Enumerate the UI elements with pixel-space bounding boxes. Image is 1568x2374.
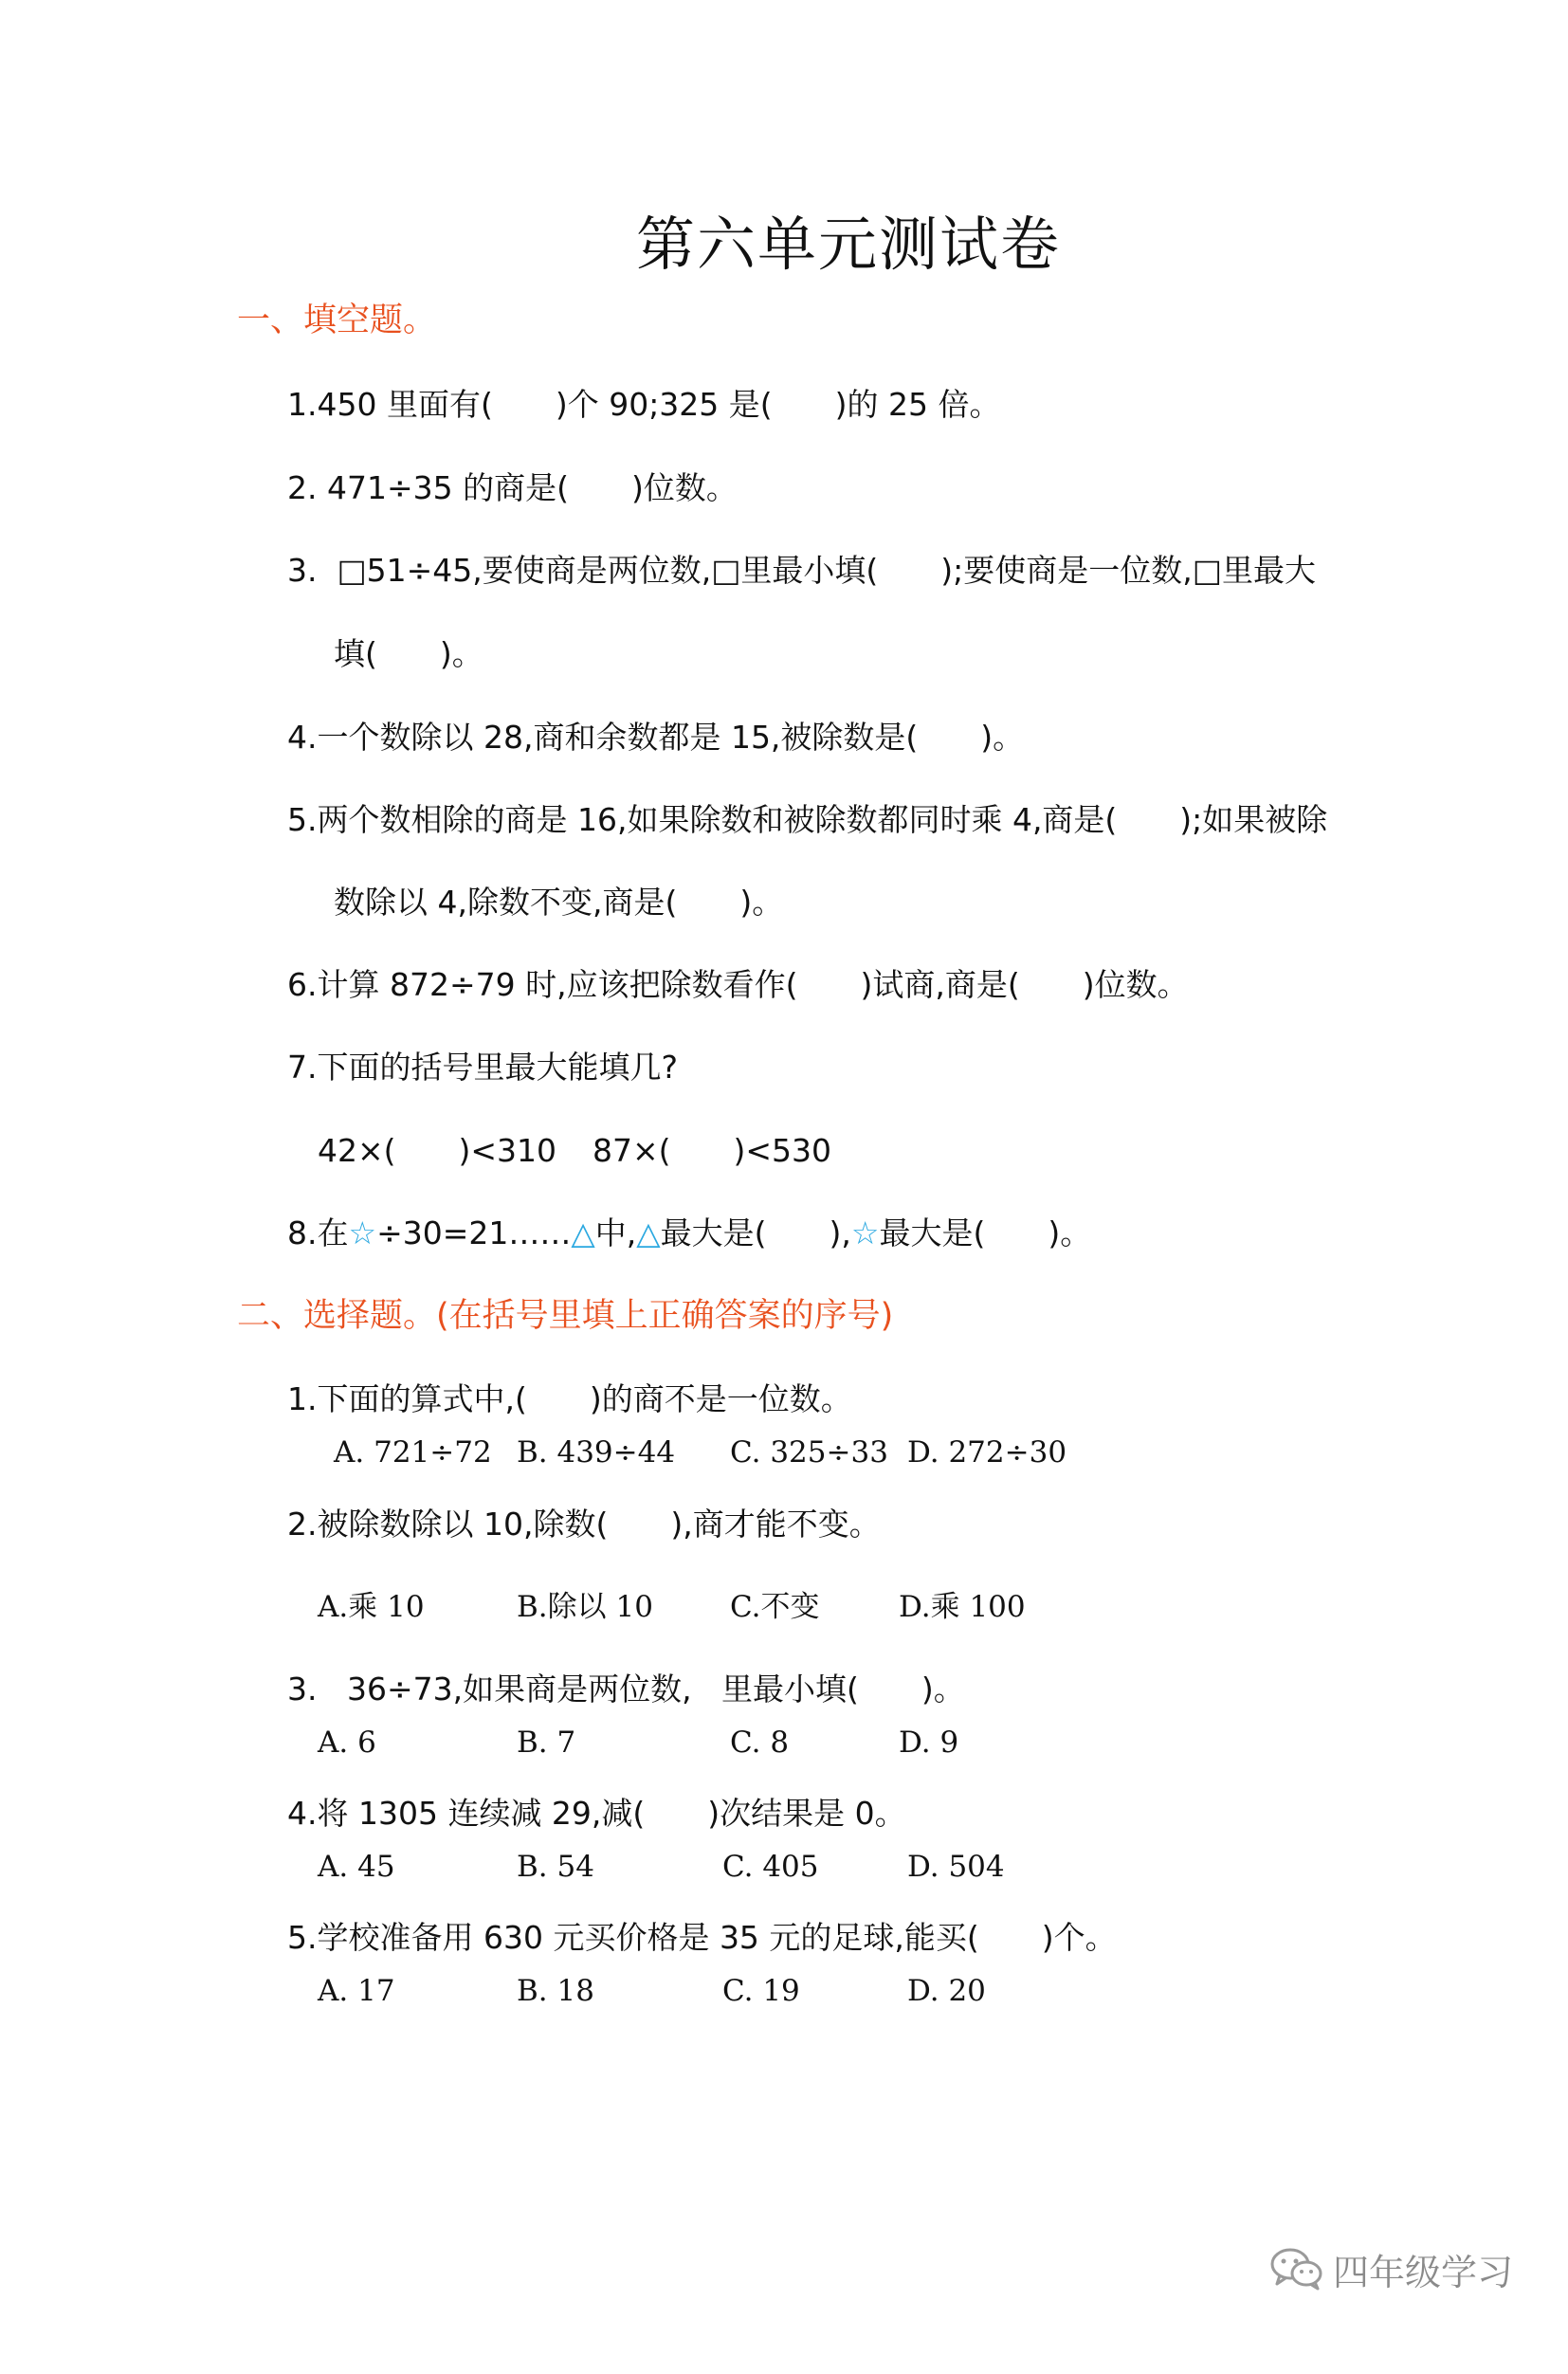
watermark-text: 四年级学习 xyxy=(1333,2251,1514,2293)
watermark xyxy=(1270,2164,1513,2374)
choice-1-option-b: B. 439÷44 xyxy=(517,1435,676,1470)
fill-question-5-line-1: 5.两个数相除的商是 16,如果除数和被除数都同时乘 4,商是( );如果被除 xyxy=(287,801,1328,838)
fill-question-4: 4.一个数除以 28,商和余数都是 15,被除数是( )。 xyxy=(287,719,1025,756)
choice-5-option-d: D. 20 xyxy=(907,1974,986,2008)
choice-3-option-b: B. 7 xyxy=(517,1726,576,1760)
choice-1-option-c: C. 325÷33 xyxy=(730,1435,888,1470)
star-symbol: ☆ xyxy=(850,1214,880,1251)
choice-1-option-d: D. 272÷30 xyxy=(907,1435,1067,1470)
choice-3-option-a: A. 6 xyxy=(318,1726,376,1760)
star-symbol: ☆ xyxy=(348,1214,377,1251)
q8-text-2: ÷30=21…… xyxy=(376,1214,572,1251)
section-choice-heading: 二、选择题。(在括号里填上正确答案的序号) xyxy=(237,1297,894,1335)
section-fill-in-heading: 一、填空题。 xyxy=(237,301,437,339)
triangle-symbol: △ xyxy=(636,1214,661,1251)
choice-2-option-c: C.不变 xyxy=(730,1590,820,1624)
choice-5-option-a: A. 17 xyxy=(318,1974,395,2008)
choice-2-option-b: B.除以 10 xyxy=(517,1590,653,1624)
choice-4-option-a: A. 45 xyxy=(318,1850,395,1884)
choice-3-option-c: C. 8 xyxy=(730,1726,790,1760)
fill-question-7: 7.下面的括号里最大能填几? xyxy=(287,1049,679,1086)
fill-question-1: 1.450 里面有( )个 90;325 是( )的 25 倍。 xyxy=(287,386,1001,423)
q8-text-4: 最大是( ), xyxy=(660,1214,851,1251)
choice-question-3: 3. 36÷73,如果商是两位数, 里最小填( )。 xyxy=(287,1671,965,1707)
choice-1-option-a: A. 721÷72 xyxy=(334,1435,492,1470)
fill-question-2: 2. 471÷35 的商是( )位数。 xyxy=(287,469,738,506)
choice-question-4: 4.将 1305 连续减 29,减( )次结果是 0。 xyxy=(287,1795,906,1832)
fill-question-7-expression-a: 42×( )<310 xyxy=(318,1132,557,1169)
fill-question-8 xyxy=(287,1209,1091,1253)
choice-question-1: 1.下面的算式中,( )的商不是一位数。 xyxy=(287,1380,852,1417)
q8-text-1: 8.在 xyxy=(287,1214,349,1251)
fill-question-5-line-2: 数除以 4,除数不变,商是( )。 xyxy=(334,884,784,921)
fill-question-6: 6.计算 872÷79 时,应该把除数看作( )试商,商是( )位数。 xyxy=(287,966,1189,1003)
choice-2-option-a: A.乘 10 xyxy=(318,1590,425,1624)
triangle-symbol: △ xyxy=(571,1214,595,1251)
choice-4-option-b: B. 54 xyxy=(517,1850,594,1884)
wechat-icon xyxy=(1270,2164,1323,2374)
choice-question-5: 5.学校准备用 630 元买价格是 35 元的足球,能买( )个。 xyxy=(287,1919,1117,1956)
page-title: 第六单元测试卷 xyxy=(635,210,1061,279)
q8-text-3: 中, xyxy=(594,1214,637,1251)
fill-question-7-expression-b: 87×( )<530 xyxy=(593,1132,832,1169)
fill-question-3-line-2: 填( )。 xyxy=(334,635,483,672)
choice-4-option-d: D. 504 xyxy=(907,1850,1005,1884)
choice-5-option-b: B. 18 xyxy=(517,1974,594,2008)
choice-2-option-d: D.乘 100 xyxy=(899,1590,1026,1624)
choice-5-option-c: C. 19 xyxy=(722,1974,800,2008)
choice-4-option-c: C. 405 xyxy=(722,1850,819,1884)
choice-3-option-d: D. 9 xyxy=(899,1726,959,1760)
q8-text-5: 最大是( )。 xyxy=(879,1214,1092,1251)
fill-question-3-line-1: 3. □51÷45,要使商是两位数,□里最小填( );要使商是一位数,□里最大 xyxy=(287,552,1316,589)
choice-question-2: 2.被除数除以 10,除数( ),商才能不变。 xyxy=(287,1506,881,1543)
